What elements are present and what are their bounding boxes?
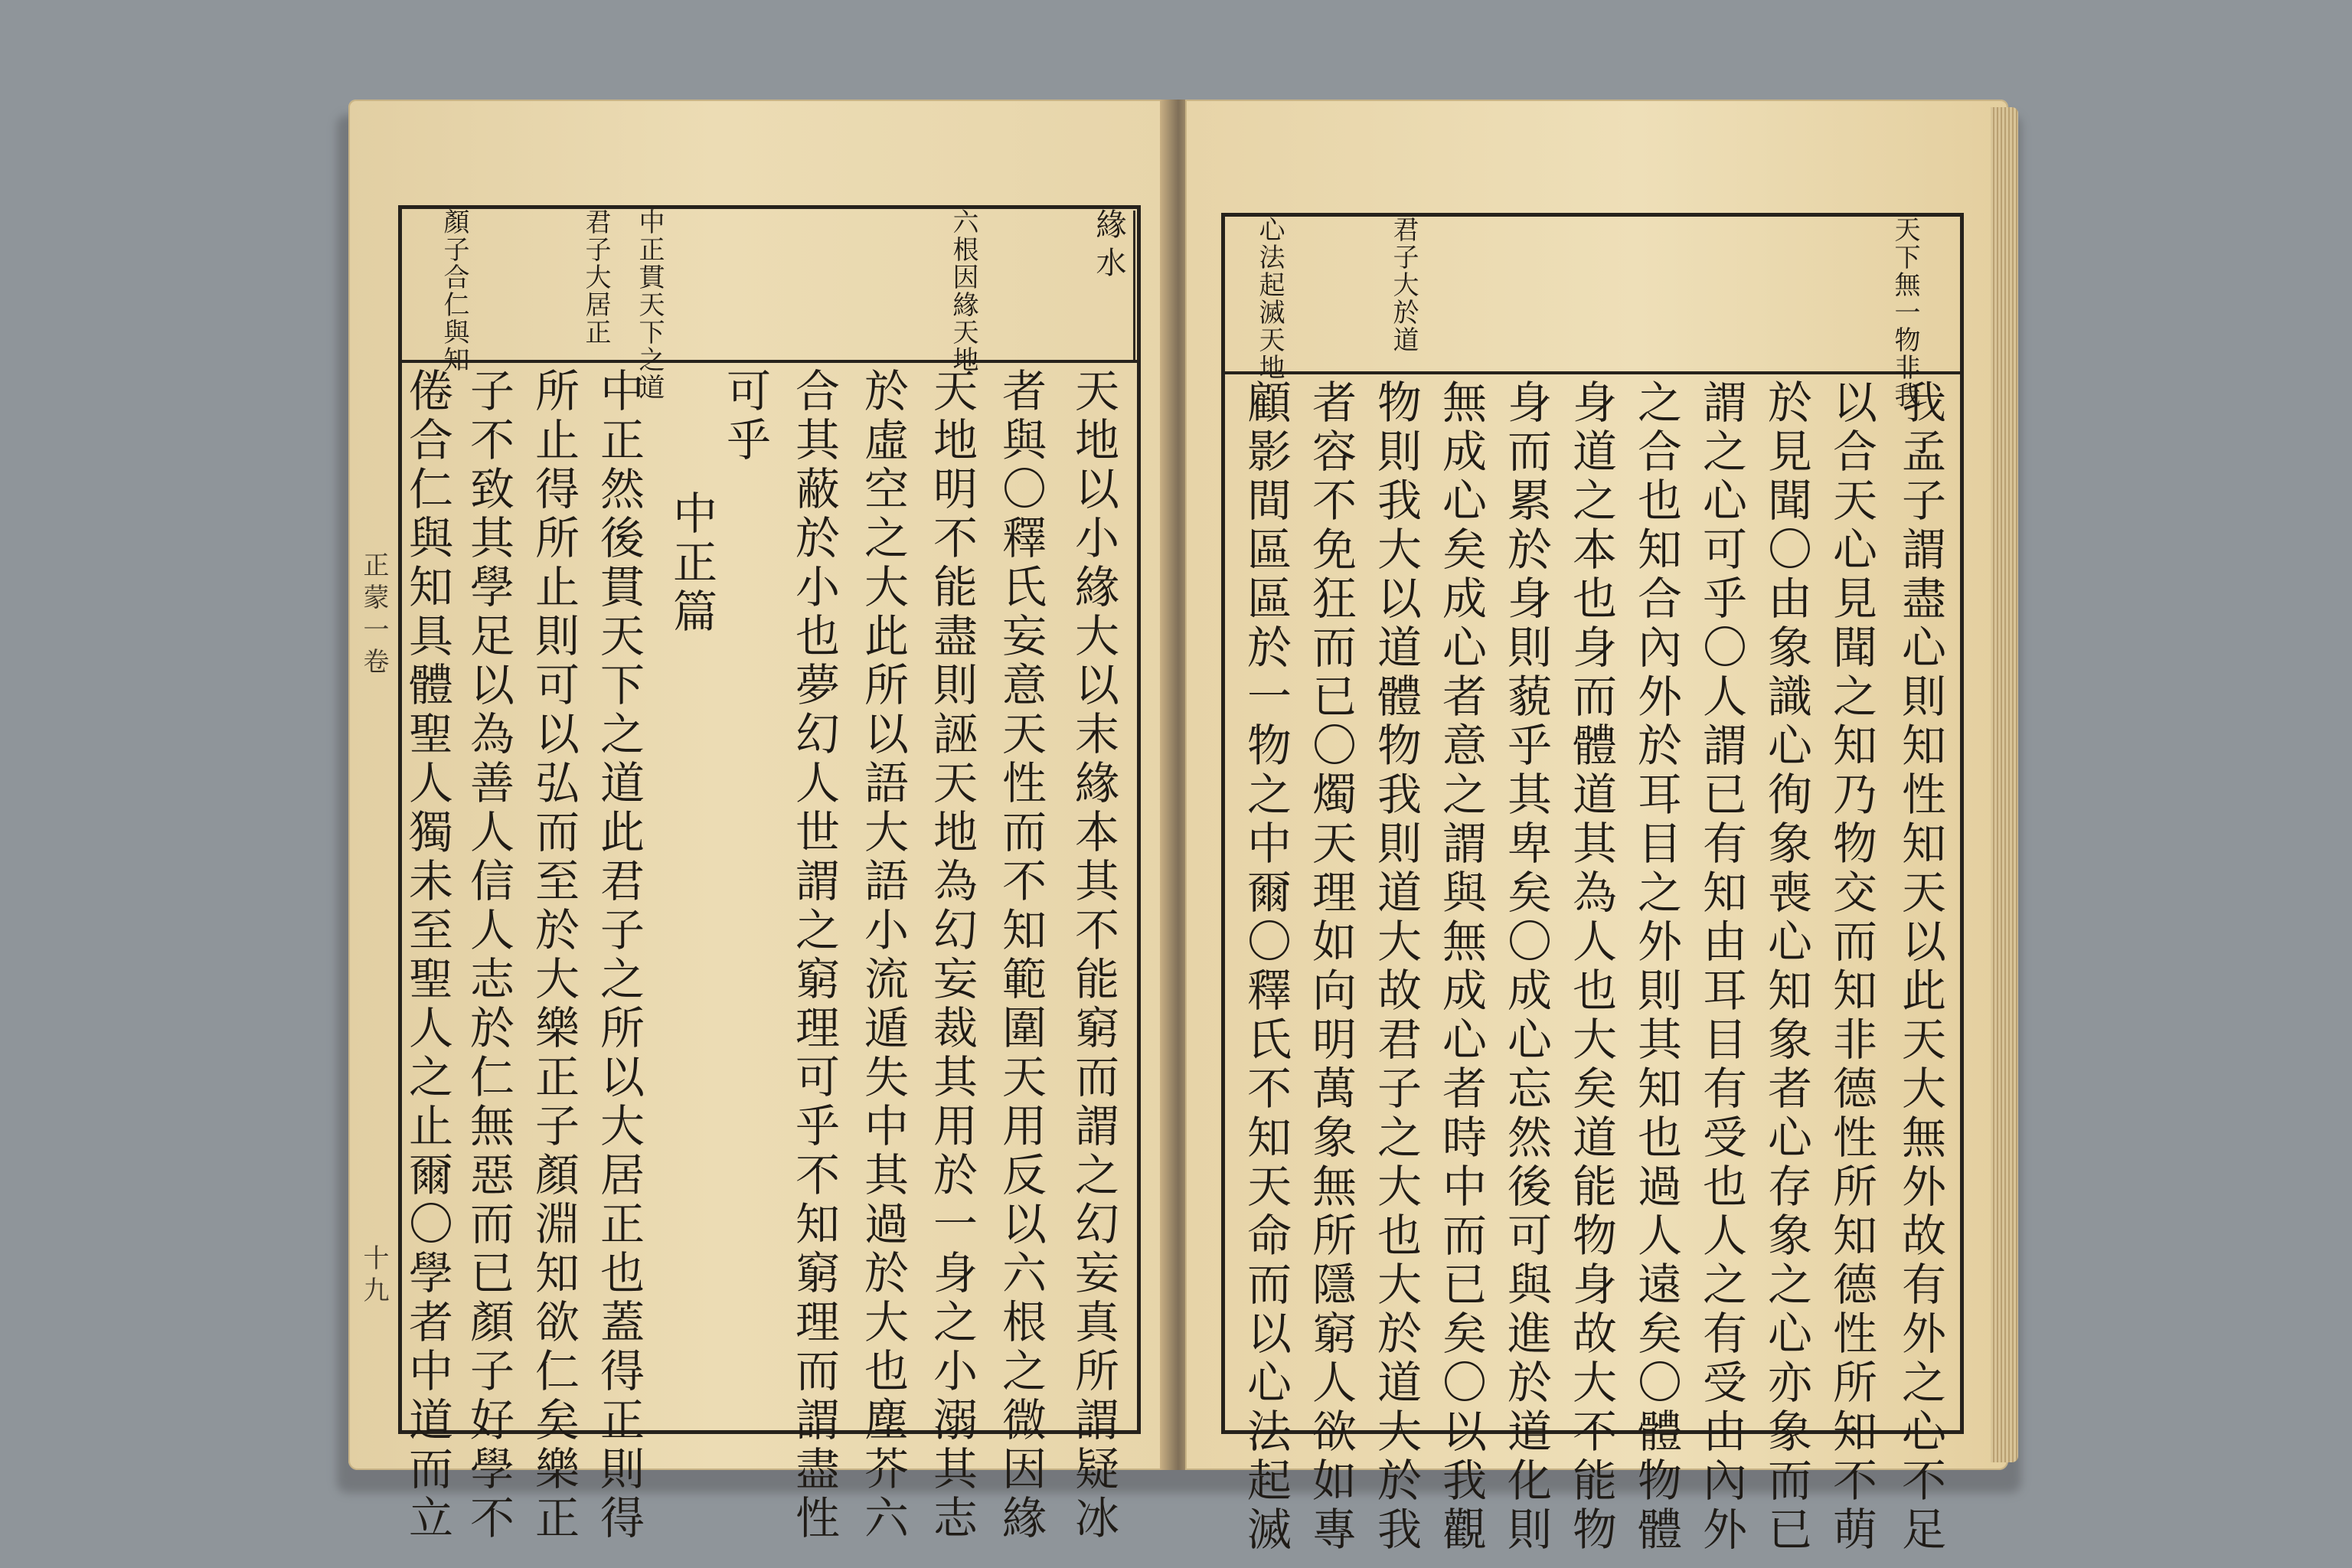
header-note-liugen: 六根因緣天地 xyxy=(948,208,978,374)
right-col-1: 我孟子謂盡心則知性知天以此天大無外故有外之心不足 xyxy=(1894,379,1946,1555)
left-col-6: 可乎 xyxy=(719,368,771,466)
page-number: 十九 xyxy=(358,1244,389,1308)
margin-title: 正蒙一卷 xyxy=(358,551,389,680)
page-edge-stack xyxy=(1991,107,2018,1462)
header-note-junzi-dajuzheng: 君子大居正 xyxy=(580,208,611,346)
right-col-3: 於見聞〇由象識心徇象喪心知象者心存象之心亦象而已 xyxy=(1760,379,1812,1555)
right-col-4: 謂之心可乎〇人謂已有知由耳目有受也人之有受由內外 xyxy=(1695,379,1747,1555)
left-col-2: 者與〇釋氏妄意天性而不知範圍天用反以六根之微因緣 xyxy=(995,368,1047,1544)
header-note-yanzi: 顏子合仁與知 xyxy=(439,208,469,374)
header-note-xinfa: 心法起滅天地 xyxy=(1254,216,1285,381)
header-note-junzi-dayudao: 君子大於道 xyxy=(1388,216,1419,354)
header-note-tianxia-wuyiwu: 天下無一物非我 xyxy=(1890,216,1920,409)
left-col-9: 所止得所止則可以弘而至於大樂正子顏淵知欲仁矣樂正 xyxy=(528,368,580,1544)
left-col-11: 倦合仁與知具體聖人獨未至聖人之止爾〇學者中道而立 xyxy=(401,368,453,1544)
left-header-rule xyxy=(398,360,1141,363)
left-col-8: 中正然後貫天下之道此君子之所以大居正也蓋得正則得 xyxy=(593,368,645,1544)
right-col-8: 無成心矣成心者意之謂與無成心者時中而已矣〇以我觀 xyxy=(1435,379,1487,1555)
right-header-rule xyxy=(1221,371,1964,374)
left-col-10: 子不致其學足以為善人信人志於仁無惡而已顏子好學不 xyxy=(462,368,514,1544)
right-col-11: 顧影間區區於一物之中爾〇釋氏不知天命而以心法起滅 xyxy=(1240,379,1292,1555)
header-note-zhongzheng: 中正貫天下之道 xyxy=(634,208,665,401)
right-col-6: 身道之本也身而體道其為人也大矣道能物身故大不能物 xyxy=(1565,379,1617,1555)
header-note-chengshui: 緣水 xyxy=(1091,208,1126,285)
right-col-5: 之合也知合內外於耳目之外則其知也過人遠矣〇體物體 xyxy=(1630,379,1682,1555)
right-col-7: 身而累於身則藐乎其卑矣〇成心忘然後可與進於道化則 xyxy=(1500,379,1552,1555)
left-col-4: 於虛空之大此所以語大語小流遁失中其過於大也塵芥六 xyxy=(857,368,909,1544)
right-col-10: 者容不免狂而已〇燭天理如向明萬象無所隱窮人欲如專 xyxy=(1305,379,1357,1555)
left-col-5: 合其蔽於小也夢幻人世謂之窮理可乎不知窮理而謂盡性 xyxy=(788,368,840,1544)
section-title-zhongzhengpian: 中正篇 xyxy=(665,490,717,637)
left-col-3: 天地明不能盡則誣天地為幻妄裁其用於一身之小溺其志 xyxy=(926,368,978,1544)
right-col-9: 物則我大以道體物我則道大故君子之大也大於道大於我 xyxy=(1370,379,1422,1555)
left-col-1: 天地以小緣大以末緣本其不能窮而謂之幻妄真所謂疑冰 xyxy=(1067,368,1119,1544)
right-col-2: 以合天心見聞之知乃物交而知非德性所知德性所知不萌 xyxy=(1825,379,1877,1555)
